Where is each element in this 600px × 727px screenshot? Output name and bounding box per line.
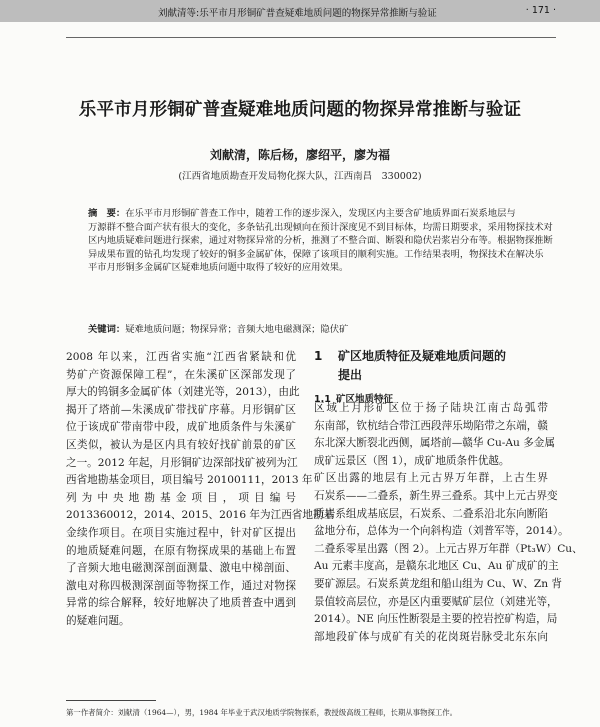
abstract-line: 区内地质疑难问题进行探索，通过对物探异常的分析，推测了不整合面、断裂和隐伏岩浆岩分布等。根据物探推断	[88, 235, 553, 246]
subsection-title: 矿区地质特征	[336, 394, 394, 405]
body-line: 西省地勘基金项目，项目编号 20100111，2013 年	[66, 474, 313, 487]
body-line: 盆地分布，总体为一个向斜构造（刘普军等，2014）。	[314, 525, 569, 538]
body-line: 的地质疑难问题，在原有物探成果的基础上布置	[66, 544, 296, 557]
abstract-label: 摘 要：	[88, 208, 126, 219]
footnote-divider	[66, 700, 156, 701]
abstract-line: 万源群不整合面产状有很大的变化，多条钻孔出现倾向在预计深度见不到目标体，均需日期要求，采用物探技术对	[88, 221, 553, 233]
affiliation: (江西省地质勘查开发局物化探大队，江西南昌 330002)	[178, 171, 422, 182]
body-line: 要矿源层。石炭系黄龙组和船山组为 Cu、W、Zn 背	[314, 577, 563, 590]
geology-column	[314, 400, 583, 646]
author-list: 刘献清，陈后杨，廖绍平，廖为福	[209, 148, 390, 162]
body-line: 景值较高层位，亦是区内重要赋矿层位（刘建光等，	[314, 595, 558, 608]
body-line: 之一。2012 年起，月形铜矿边深部找矿被列为江	[66, 456, 298, 469]
body-line: 部地段矿体与成矿有关的花岗斑岩脉受北东东向	[314, 630, 548, 643]
body-line: 金续作项目。在项目实施过程中，针对矿区提出	[66, 526, 296, 539]
body-line: 的疑难问题。	[66, 614, 130, 627]
keywords-text: 疑难地质问题；物探异常；音频大地电磁测深；隐伏矿	[125, 324, 349, 335]
body-line: 二叠系零星出露（图 2）。上元古界万年群（Pt₃W）Cu、	[314, 542, 583, 555]
abstract-line: 平市月形铜多金属矿区疑难地质问题中取得了较好的应用效果。	[88, 262, 349, 273]
body-line: 了音频大地电磁测深剖面测量、激电中梯剖面、	[66, 562, 296, 575]
body-line: 位于该成矿带南带中段，成矿地质条件与朱溪矿	[66, 421, 296, 434]
body-line: 异常的综合解释，较好地解决了地质普查中遇到	[66, 597, 296, 610]
section-heading	[314, 347, 550, 385]
body-line: 2014）。NE 向压性断裂是主要的控岩控矿构造，局	[314, 613, 558, 626]
abstract-line: 摘 要：在乐平市月形铜矿普查工作中，随着工作的逐步深入，发现区内主要含矿地质界面石炭系地层与	[88, 208, 516, 219]
abstract	[88, 207, 553, 275]
body-line: 东北深大断裂北西侧，属塔前—赣华 Cu-Au 多金属	[314, 437, 555, 450]
intro-column	[66, 349, 335, 631]
section-title-cont: 提出	[338, 368, 363, 382]
body-line: 揭开了塔前—朱溪成矿带找矿序幕。月形铜矿区	[66, 403, 296, 416]
body-line: 势矿产资源保障工程”，在朱溪矿区深部发现了	[66, 368, 296, 381]
body-line: 列为中央地勘基金项目，项目编号	[66, 491, 296, 504]
subsection-number: 1.1	[314, 394, 331, 405]
body-line: 2013360012，2014、2015、2016 年为江西省地勘基	[66, 509, 335, 522]
author-footnote: 第一作者简介：刘献清（1964—），男，1984 年毕业于武汉地质学院物探系，教授级高级工程师，长期从事物探工作。	[66, 708, 458, 717]
body-line: 区类似，被认为是区内具有较好找矿前景的矿区	[66, 438, 296, 451]
keywords	[88, 321, 518, 335]
running-title: 刘献清等:乐平市月形铜矿普查疑难地质问题的物探异常推断与验证	[158, 8, 437, 19]
paper-title: 乐平市月形铜矿普查疑难地质问题的物探异常推断与验证	[78, 100, 522, 120]
header-divider	[66, 37, 556, 38]
page-number: · 171 ·	[525, 5, 556, 16]
abstract-line: 异成果布置的钻孔均发现了较好的铜多金属矿体，保障了该项目的顺利实施。工作结果表明，物探技术在解决乐	[88, 248, 544, 260]
section-title: 矿区地质特征及疑难地质问题的	[338, 349, 507, 363]
body-line: 成矿远景区（图 1），成矿地质条件优越。	[314, 454, 510, 467]
body-line: 东南部，钦杭结合带江西段萍乐坳陷带之东端，赣	[314, 419, 548, 432]
section-number: 1	[314, 349, 323, 363]
body-line: 质岩系组成基底层，石炭系、二叠系沿北东向断陷	[314, 507, 548, 520]
body-line: Au 元素丰度高，是赣东北地区 Cu、Au 矿成矿的主	[314, 560, 559, 573]
running-header	[0, 0, 600, 22]
body-line: 2008 年以来，江西省实施“江西省紧缺和优	[66, 351, 296, 363]
body-line: 激电对称四极测深剖面等物探工作，通过对物探	[66, 579, 296, 592]
body-line: 矿区出露的地层有上元古界万年群，上古生界	[314, 472, 548, 485]
body-line: 区域上月形矿区位于扬子陆块江南古岛弧带	[314, 402, 548, 414]
body-line: 石炭系——二叠系，新生界三叠系。其中上元古界变	[314, 489, 558, 502]
body-line: 厚大的钨铜多金属矿体（刘建光等，2013），由此	[66, 386, 300, 399]
keywords-label: 关键词：	[88, 324, 126, 335]
